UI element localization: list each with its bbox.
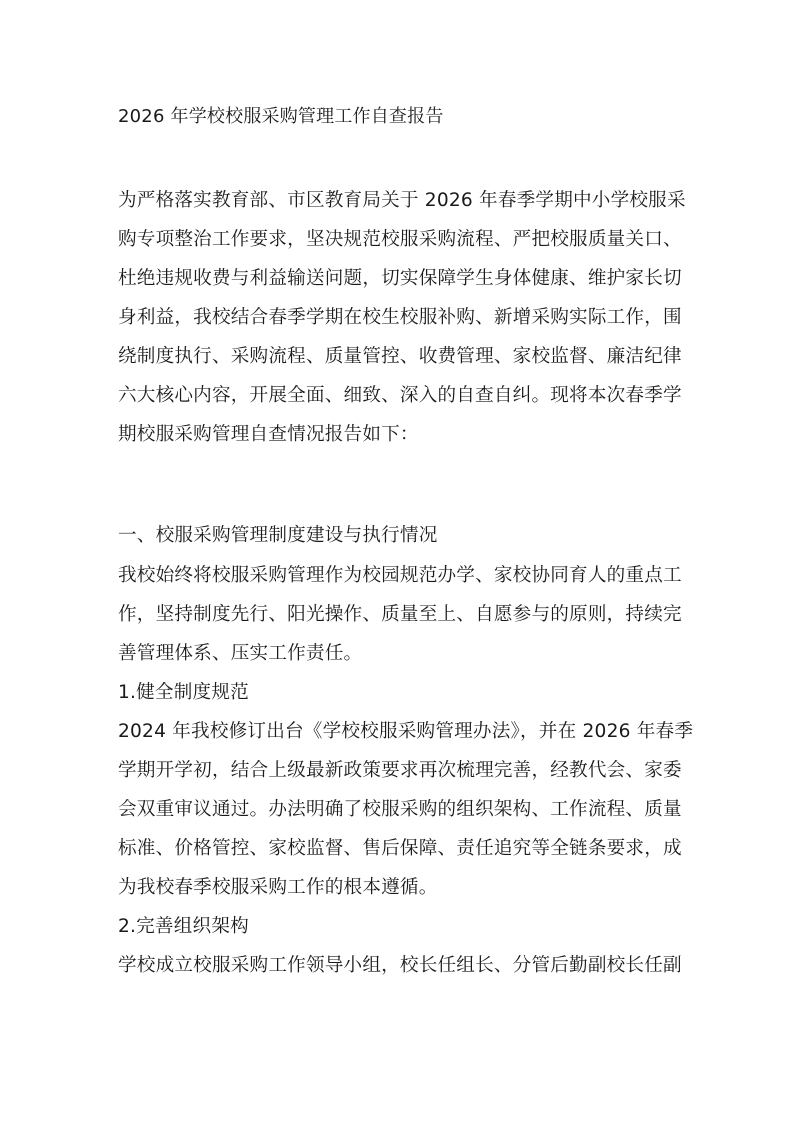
subsection-body-line: 2024 年我校修订出台《学校校服采购管理办法》，并在 2026 年春季 (118, 721, 694, 742)
intro-line: 为严格落实教育部、市区教育局关于 2026 年春季学期中小学校服采 (118, 190, 686, 211)
section-heading: 一、校服采购管理制度建设与执行情况 (118, 525, 438, 546)
subsection-body-line: 学期开学初，结合上级最新政策要求再次梳理完善，经教代会、家委 (118, 760, 682, 781)
subsection-body-line: 标准、价格管控、家校监督、售后保障、责任追究等全链条要求，成 (118, 838, 682, 859)
subsection-heading: 2.完善组织架构 (118, 916, 249, 937)
intro-line: 期校服采购管理自查情况报告如下： (118, 424, 419, 445)
intro-line: 购专项整治工作要求，坚决规范校服采购流程、严把校服质量关口、 (118, 229, 682, 250)
intro-line: 杜绝违规收费与利益输送问题，切实保障学生身体健康、维护家长切 (118, 268, 682, 289)
section-body-line: 我校始终将校服采购管理作为校园规范办学、家校协同育人的重点工 (118, 565, 682, 586)
section-body-line: 善管理体系、压实工作责任。 (118, 643, 363, 664)
subsection-body-line: 为我校春季校服采购工作的根本遵循。 (118, 877, 438, 898)
subsection-body-line: 学校成立校服采购工作领导小组，校长任组长、分管后勤副校长任副 (118, 955, 682, 976)
intro-line: 六大核心内容，开展全面、细致、深入的自查自纠。现将本次春季学 (118, 385, 682, 406)
subsection-body-line: 会双重审议通过。办法明确了校服采购的组织架构、工作流程、质量 (118, 799, 682, 820)
intro-line: 绕制度执行、采购流程、质量管控、收费管理、家校监督、廉洁纪律 (118, 346, 682, 367)
section-body-line: 作，坚持制度先行、阳光操作、质量至上、自愿参与的原则，持续完 (118, 604, 682, 625)
subsection-heading: 1.健全制度规范 (118, 682, 249, 703)
intro-line: 身利益，我校结合春季学期在校生校服补购、新增采购实际工作，围 (118, 307, 682, 328)
document-title: 2026 年学校校服采购管理工作自查报告 (118, 106, 444, 127)
